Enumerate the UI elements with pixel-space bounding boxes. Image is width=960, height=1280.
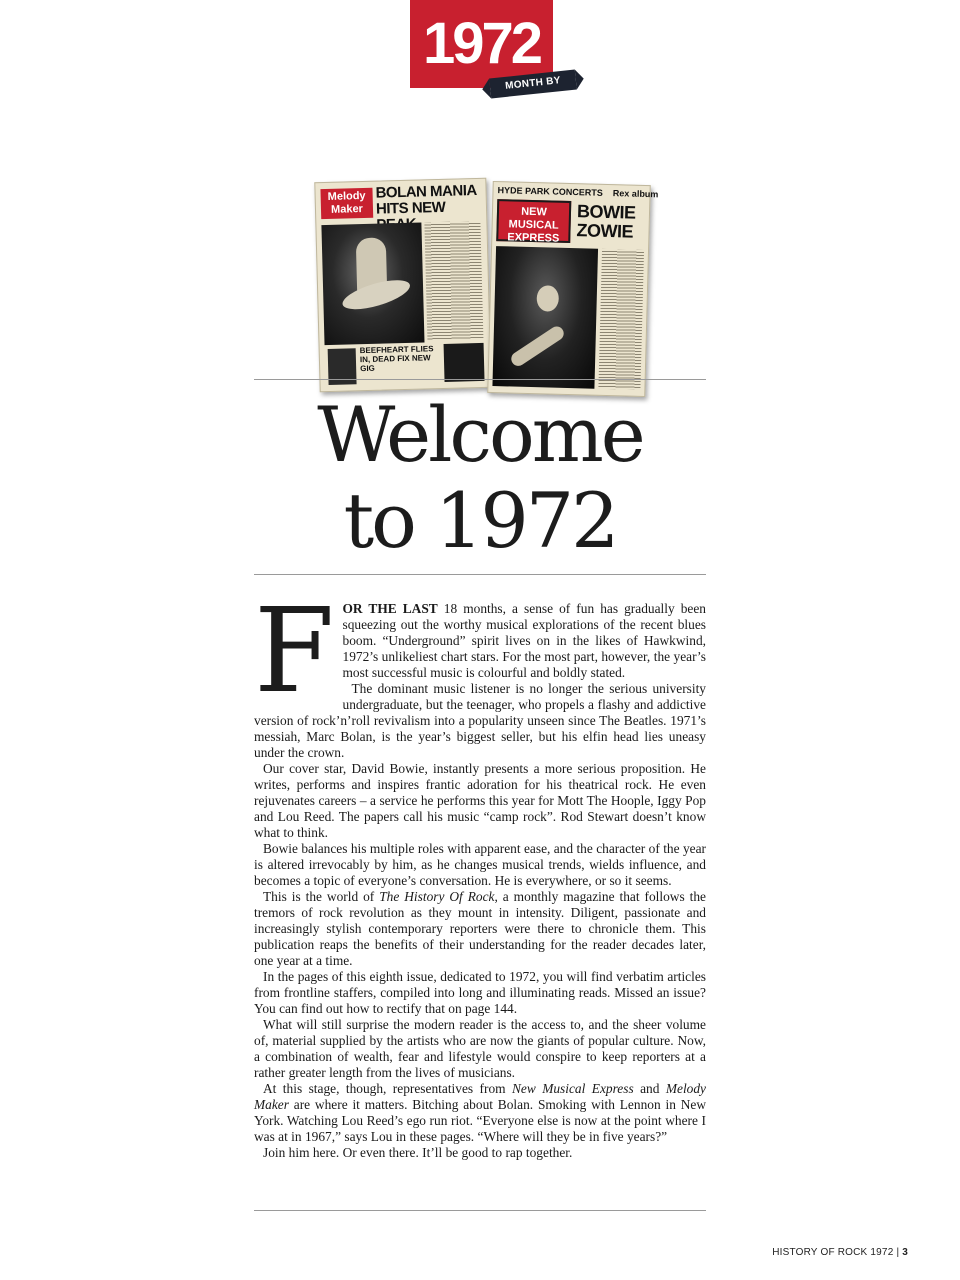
drop-cap: F <box>254 584 335 719</box>
ribbon-text: MONTH BY MONTH <box>504 75 562 111</box>
fan-arm <box>509 324 567 369</box>
nme-top-line <box>497 185 659 200</box>
paragraph-3: Our cover star, David Bowie, instantly presents a more serious proposition. He writes, performs and inspires frantic adoration for his theatrical rock. He even rejuvenates careers – a service he performs this year for Mott The Hoople, Iggy Pop and Lou Reed. The papers call his music “camp rock”. Rod Stewart doesn’t know what to think. <box>254 761 706 840</box>
paragraph-8 <box>254 1081 706 1145</box>
nme-cover-image <box>487 181 659 397</box>
paragraph-5-b: , a monthly magazine that follows the tremors of rock revolution as they mount in intensity. Diligent, passionate and increasingly stylish contemporary reporters were there to chronicle them. This publication reaps the benefits of their understanding for the reader decades later, one year at a time. <box>254 889 706 968</box>
lead-in: OR THE LAST <box>342 601 438 616</box>
melody-maker-cover-image <box>314 178 491 392</box>
paragraph-8-italic-2: Melody Maker <box>254 1081 706 1112</box>
melody-maker-headline: BOLAN MANIA HITS NEW <box>375 182 477 218</box>
paragraph-5-a: This is the world of <box>263 889 380 904</box>
nme-headline: BOWIE ZOWIE <box>576 201 636 242</box>
paragraph-8-italic-1: New Musical Express <box>511 1081 634 1096</box>
nme-top-left: HYDE PARK CONCERTS <box>497 185 604 198</box>
melody-maker-text-column <box>424 221 483 340</box>
melody-maker-corner-photo <box>444 343 485 382</box>
footer-publication: HISTORY OF ROCK 1972 <box>772 1247 894 1258</box>
page-footer <box>772 1247 908 1258</box>
paragraph-8-c: are where it matters. Bitching about Bolan. Smoking with Lennon in New York. Watching Lou Reed’s ego run riot. “Everyone else is now at the point where I was at in 1967,” says Lou in these pages. “Where will they be in five years?” <box>254 1097 706 1144</box>
title-bottom-rule <box>254 574 706 575</box>
paragraph-4: Bowie balances his multiple roles with apparent ease, and the character of the year is altered irrevocably by him, as he changes musical trends, wields influence, and becomes a topic of everyone’s conversation. He is everywhere, or so it seems. <box>254 841 706 888</box>
article-body <box>254 584 706 1161</box>
nme-photo <box>492 246 598 389</box>
paragraph-6: In the pages of this eighth issue, dedicated to 1972, you will find verbatim articles from frontline staffers, compiled into long and illuminating reads. Missed an issue? You can find out how to rectify that on page 144. <box>254 969 706 1016</box>
paragraph-9: Join him here. Or even there. It’ll be good to rap together. <box>263 1145 573 1160</box>
melody-maker-masthead: Melody Maker <box>320 188 373 219</box>
top-rule <box>254 379 706 380</box>
paragraph-8-a: At this stage, though, representatives from <box>263 1081 512 1096</box>
nme-text-column <box>598 249 644 390</box>
nme-top-right: Rex album <box>612 188 659 200</box>
paragraph-1 <box>254 584 706 719</box>
bottom-rule <box>254 1210 706 1211</box>
footer-separator: | <box>896 1247 900 1258</box>
paragraph-8-b: and <box>633 1081 666 1096</box>
paragraph-5 <box>254 889 706 969</box>
performer-face <box>536 285 559 312</box>
year-badge-text: 1972 <box>422 11 541 76</box>
paragraph-2: The dominant music listener is no longer the serious university undergraduate, but the teenager, who propels a flashy and addictive version of rock’n’roll revivalism into a popularity unseen since The Beatles. 1971’s messiah, Marc Bolan, is the year’s biggest seller, but his elfin head lies uneasy under the crown. <box>254 681 706 760</box>
melody-maker-subheadline: BEEFHEART FLIES IN, DEAD FIX NEW GIG <box>359 344 434 374</box>
page-title <box>254 392 706 564</box>
paragraph-7: What will still surprise the modern reader is the access to, and the sheer volume of, material supplied by the artists who are now the giants of popular culture. Now, a combination of wealth, fear and lifestyle would conspire to keep reporters at a rather greater length from the lives of musicians. <box>254 1017 706 1080</box>
nme-masthead: NEW MUSICAL EXPRESS <box>496 199 571 243</box>
page-number: 3 <box>902 1247 908 1258</box>
paragraph-1-text: 18 months, a sense of fun has gradually been squeezing out the worthy musical explorations of the recent blues boom. “Underground” spirit lives on in the likes of Hawkwind, 1972’s unlikeliest chart stars. For the most part, however, the year’s most successful music is colourful and boldly stated. <box>342 601 706 680</box>
paragraph-5-italic: The History Of Rock <box>379 889 495 904</box>
title-line-2: to 1972 <box>343 476 617 565</box>
melody-maker-photo <box>321 222 424 345</box>
title-line-1: Welcome <box>317 390 643 479</box>
